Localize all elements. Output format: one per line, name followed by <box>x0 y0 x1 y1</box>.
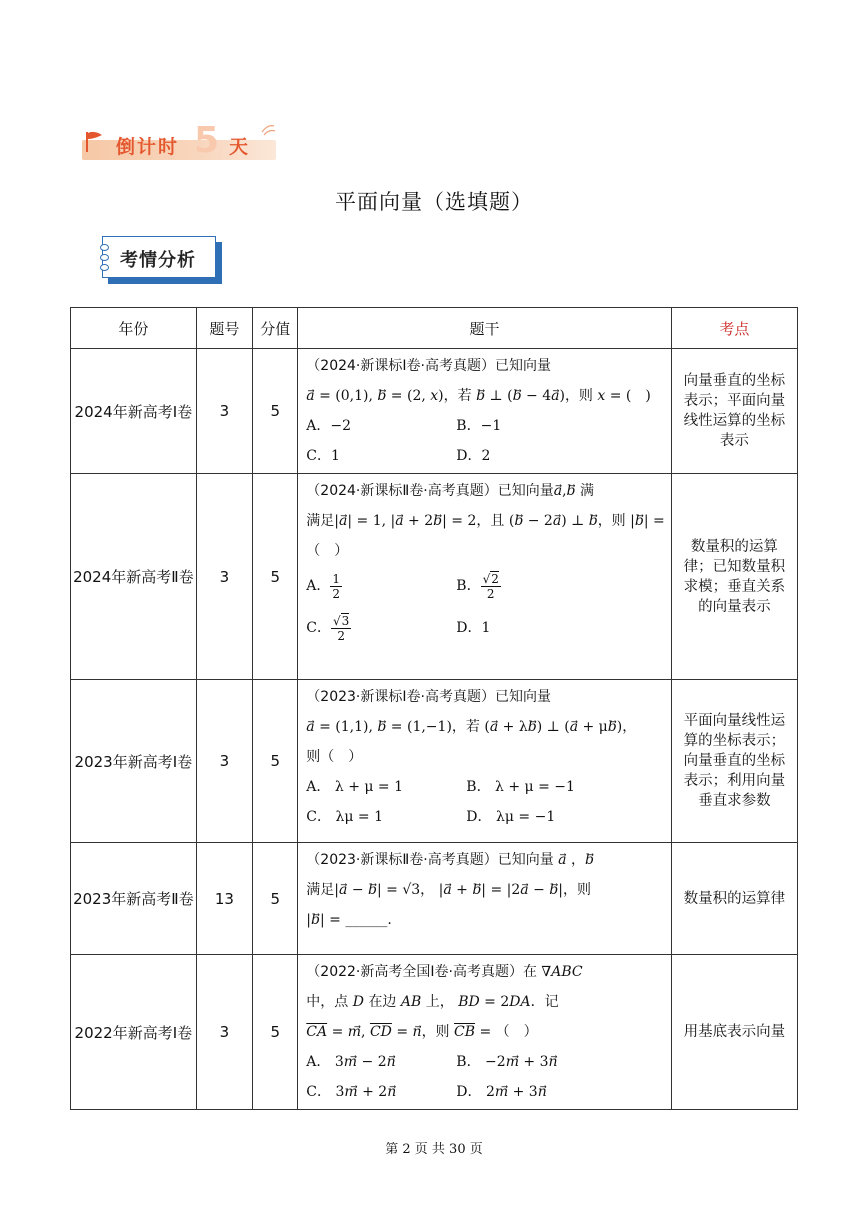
binder-ring-icon <box>100 244 109 251</box>
countdown-prefix: 倒计时 <box>116 136 180 158</box>
stem-mid: 满足 <box>306 882 335 898</box>
option-c: C．1 <box>306 448 340 464</box>
binder-ring-icon <box>100 254 109 261</box>
header-score: 分值 <box>253 308 298 349</box>
stem-then: 则（ ） <box>306 749 363 765</box>
options-row <box>306 802 664 832</box>
stem-then: ，则 <box>597 513 626 529</box>
option-b-label: B． <box>456 1054 481 1070</box>
header-point: 考点 <box>671 308 797 349</box>
exam-analysis-table <box>70 307 798 1110</box>
countdown-number: 5 <box>194 120 220 161</box>
stem-paren: （ ） <box>306 543 349 559</box>
options-row <box>306 441 664 471</box>
option-a: A． $\frac{1}{2}$ <box>306 566 456 606</box>
option-b: B． $\frac{√2}{2}$ <box>456 566 501 606</box>
header-num: 题号 <box>196 308 252 349</box>
option-d: D．1 <box>456 620 491 636</box>
options-row <box>306 772 664 802</box>
options-row <box>306 566 664 606</box>
cell-stem <box>298 680 671 843</box>
cell-num: 3 <box>196 474 252 680</box>
cell-stem <box>298 955 671 1110</box>
cell-score: 5 <box>253 955 298 1110</box>
option-c: C． λμ = 1 <box>306 802 466 832</box>
countdown-unit: 天 <box>229 136 249 158</box>
option-d: D． λμ = −1 <box>466 802 555 832</box>
stem-l2b: 在边 <box>368 994 397 1010</box>
cell-year: 2022年新高考Ⅰ卷 <box>71 955 197 1110</box>
option-a-label: A． <box>306 779 331 795</box>
stem-formula: $\overline{CA}$ = m⃗, $\overline{CD} = n$，则 $\overline{CB}$ = （ ） <box>306 1024 538 1040</box>
stem-formula: 满足|a⃗ − b⃗| = √3， |a⃗ + b⃗| = |2a⃗ − b⃗|，则 <box>306 882 591 898</box>
table-row <box>71 955 798 1110</box>
stem-and: ，且 <box>476 513 505 529</box>
option-a: A． λ + μ = 1 <box>306 772 466 802</box>
option-a: A． 3m⃗ − 2n <box>306 1047 456 1077</box>
cell-num: 3 <box>196 349 252 474</box>
cell-point: 向量垂直的坐标表示；平面向量线性运算的坐标表示 <box>671 349 797 474</box>
options-row <box>306 1047 664 1077</box>
header-stem: 题干 <box>298 308 671 349</box>
stem-tail: ，则 <box>564 388 593 404</box>
stem-formula: a⃗ = (1,1), b⃗ = (1,−1)，若 (a⃗ + λb⃗) ⊥ (a⃗ + μb⃗)， <box>306 719 637 735</box>
page-title: 平面向量（选填题） <box>335 190 533 214</box>
section-badge <box>100 236 222 284</box>
cell-point: 数量积的运算律 <box>671 843 797 955</box>
stem-l2d: ．记 <box>530 994 559 1010</box>
options-row <box>306 411 664 441</box>
cell-num: 3 <box>196 680 252 843</box>
cell-year: 2024年新高考Ⅰ卷 <box>71 349 197 474</box>
stem-then: ，则 <box>421 1024 450 1040</box>
cell-stem <box>298 474 671 680</box>
option-c-label: C． <box>306 809 332 825</box>
option-d-label: D． <box>466 809 492 825</box>
answer-blank: ______. <box>345 912 392 928</box>
stem-source: （2024·新课标Ⅰ卷·高考真题）已知向量 <box>306 358 551 374</box>
stem-source: （2024·新课标Ⅱ卷·高考真题）已知向量a⃗,b 满 <box>306 483 594 499</box>
cell-stem <box>298 843 671 955</box>
stem-paren: （ ） <box>495 1024 538 1040</box>
stem-formula: a⃗ = (0,1), b⃗ = (2, x)，若 b⃗ ⊥ (b⃗ − 4a⃗)，则 x = ( ) <box>306 388 651 404</box>
stem-source: （2022·新高考全国Ⅰ卷·高考真题）在 ∇ABC <box>306 964 583 980</box>
stem-formula: 满足|a⃗| = 1, |a⃗ + 2b⃗| = 2，且 (b⃗ − 2a⃗) ⊥ b，则 |b⃗| = <box>306 513 665 529</box>
page-footer: 第 2 页 共 30 页 <box>385 1142 483 1157</box>
stem-if: ，若 <box>451 719 480 735</box>
table-row <box>71 680 798 843</box>
cell-point: 平面向量线性运算的坐标表示；向量垂直的坐标表示；利用向量垂直求参数 <box>671 680 797 843</box>
option-c: C． $\frac{√3}{2}$ <box>306 606 456 650</box>
cell-score: 5 <box>253 680 298 843</box>
cell-year: 2023年新高考Ⅱ卷 <box>71 843 197 955</box>
cell-score: 5 <box>253 474 298 680</box>
stem-mid: 满足 <box>306 513 335 529</box>
table-row <box>71 474 798 680</box>
cell-num: 13 <box>196 843 252 955</box>
stem-answer: |b⃗| = ______. <box>306 912 392 928</box>
stem-source-text: （2022·新高考全国Ⅰ卷·高考真题）在 <box>306 964 537 980</box>
flag-icon <box>84 130 104 152</box>
header-year: 年份 <box>71 308 197 349</box>
sparkle-icon <box>260 122 276 136</box>
cell-year: 2023年新高考Ⅰ卷 <box>71 680 197 843</box>
binder-ring-icon <box>100 264 109 271</box>
cell-score: 5 <box>253 843 298 955</box>
cell-stem <box>298 349 671 474</box>
cell-score: 5 <box>253 349 298 474</box>
countdown-banner <box>82 120 276 161</box>
option-b: B． λ + μ = −1 <box>466 772 575 802</box>
cell-year: 2024年新高考Ⅱ卷 <box>71 474 197 680</box>
option-d-label: D． <box>456 1084 482 1100</box>
table-row <box>71 349 798 474</box>
stem-l2a: 中，点 <box>306 994 349 1010</box>
cell-num: 3 <box>196 955 252 1110</box>
option-d: D． 2m⃗ + 3n <box>456 1077 546 1107</box>
option-b-label: B． <box>466 779 491 795</box>
stem-l2c: 上， <box>425 994 454 1010</box>
option-a: A．−2 <box>306 418 352 434</box>
table-header-row <box>71 308 798 349</box>
cell-point: 用基底表示向量 <box>671 955 797 1110</box>
option-b: B．−1 <box>456 418 502 434</box>
option-a-label: A． <box>306 578 331 594</box>
option-d: D．2 <box>456 448 491 464</box>
option-b-label: B． <box>456 578 481 594</box>
stem-source: （2023·新课标Ⅰ卷·高考真题）已知向量 <box>306 689 551 705</box>
table-row <box>71 843 798 955</box>
options-row <box>306 1077 664 1107</box>
stem-line2: 中，点 D 在边 AB 上， BD = 2DA．记 <box>306 994 559 1010</box>
option-a-label: A． <box>306 1054 331 1070</box>
section-title: 考情分析 <box>120 250 196 271</box>
option-c-label: C． <box>306 620 332 636</box>
stem-then: ，则 <box>562 882 591 898</box>
option-b: B． −2m⃗ + 3n <box>456 1047 557 1077</box>
options-row <box>306 606 664 650</box>
stem-source: （2023·新课标Ⅱ卷·高考真题）已知向量 a⃗ ，b <box>306 852 594 868</box>
option-c: C． 3m⃗ + 2n <box>306 1077 456 1107</box>
stem-source-text: （2024·新课标Ⅱ卷·高考真题）已知向量 <box>306 483 554 499</box>
cell-point: 数量积的运算律；已知数量积求模；垂直关系的向量表示 <box>671 474 797 680</box>
stem-source-text: （2023·新课标Ⅱ卷·高考真题）已知向量 <box>306 852 554 868</box>
option-c-label: C． <box>306 1084 332 1100</box>
